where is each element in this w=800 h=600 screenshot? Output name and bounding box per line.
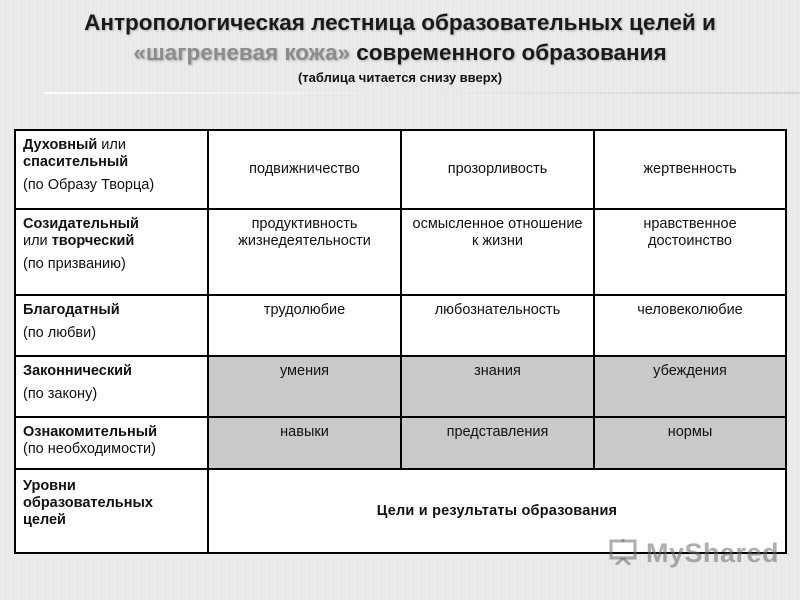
title-divider xyxy=(44,92,800,94)
level-basis: (по призванию) xyxy=(23,256,126,272)
title-line-1: Антропологическая лестница образовательных целей и xyxy=(84,10,716,35)
title-line-2 xyxy=(0,38,800,68)
table-cell: прозорливость xyxy=(401,130,594,209)
level-basis: (по любви) xyxy=(23,325,97,341)
table-row xyxy=(15,417,786,469)
table-cell-shaded: представления xyxy=(401,417,594,469)
table-cell-shaded: навыки xyxy=(208,417,401,469)
presentation-board-icon xyxy=(608,539,638,565)
subtitle: (таблица читается снизу вверх) xyxy=(297,70,503,85)
table-cell: осмысленное отношение к жизни xyxy=(401,209,594,295)
table-cell: нравственное достоинство xyxy=(594,209,786,295)
table-cell: подвижничество xyxy=(208,130,401,209)
table-row xyxy=(15,295,786,356)
title-accent: «шагреневая кожа» xyxy=(133,40,350,65)
title-block xyxy=(0,8,800,86)
level-basis: (по необходимости) xyxy=(23,441,156,457)
level-name: Благодатный xyxy=(23,302,120,318)
table-cell: трудолюбие xyxy=(208,295,401,356)
level-label xyxy=(15,295,208,356)
footer-label: Уровни образовательных целей xyxy=(15,469,208,553)
table-cell: человеколюбие xyxy=(594,295,786,356)
table-cell-shaded: нормы xyxy=(594,417,786,469)
level-name: Духовный xyxy=(23,137,98,153)
footer-spanning-cell: Цели и результаты образования xyxy=(208,469,786,553)
level-name: Созидательный xyxy=(23,216,139,232)
level-connector: или xyxy=(23,233,52,249)
table-cell-shaded: убеждения xyxy=(594,356,786,417)
level-label xyxy=(15,209,208,295)
table-cell-shaded: умения xyxy=(208,356,401,417)
watermark-logo xyxy=(608,537,780,569)
level-connector: или xyxy=(97,137,126,153)
level-label xyxy=(15,417,208,469)
table-cell: продуктивность жизнедеятельности xyxy=(208,209,401,295)
level-alt-name: спасительный xyxy=(23,154,129,170)
level-basis: (по закону) xyxy=(23,386,98,402)
ladder-table xyxy=(14,129,787,554)
level-name: Законнический xyxy=(23,363,132,379)
level-name: Ознакомительный xyxy=(23,424,158,440)
level-label xyxy=(15,130,208,209)
level-label xyxy=(15,356,208,417)
table-cell: жертвенность xyxy=(594,130,786,209)
level-basis: (по Образу Творца) xyxy=(23,177,155,193)
watermark-text: MyShared xyxy=(646,538,780,568)
table-cell: любознательность xyxy=(401,295,594,356)
table-row xyxy=(15,356,786,417)
level-alt-name: творческий xyxy=(51,233,135,249)
table-row xyxy=(15,209,786,295)
table-row xyxy=(15,130,786,209)
title-rest: современного образования xyxy=(350,40,667,65)
table-cell-shaded: знания xyxy=(401,356,594,417)
